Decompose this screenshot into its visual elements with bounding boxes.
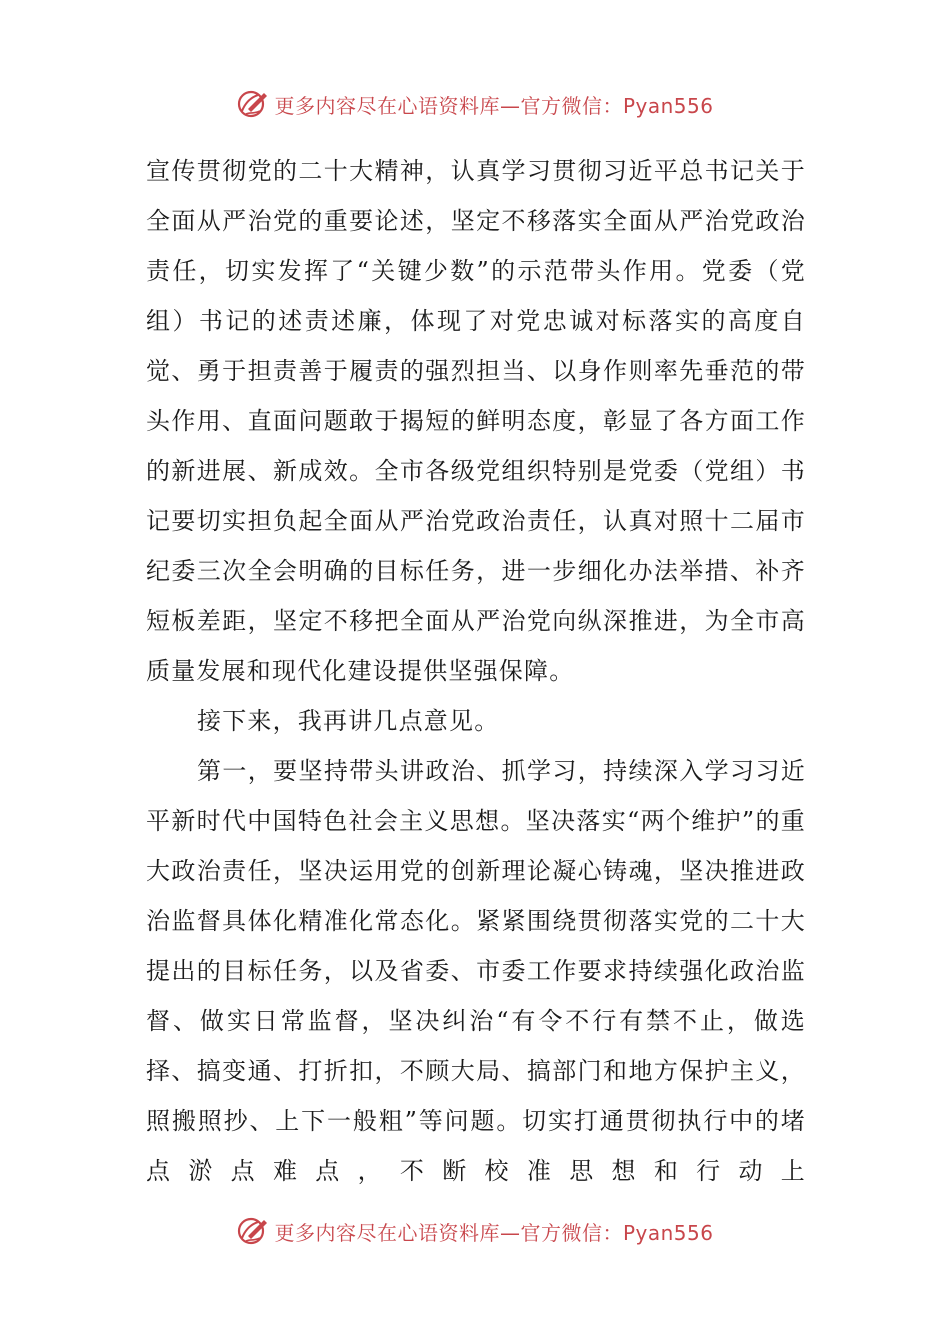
paragraph-2: 接下来，我再讲几点意见。: [197, 707, 500, 735]
pen-signature-icon: [236, 1214, 270, 1248]
banner-text: 更多内容尽在心语资料库—官方微信：Pyan556: [274, 1220, 714, 1245]
document-body: [146, 146, 806, 1196]
pen-signature-icon: [236, 87, 270, 121]
paragraph-3: 第一，要坚持带头讲政治、抓学习，持续深入学习习近平新时代中国特色社会主义思想。坚决落实“两个维护”的重大政治责任，坚决运用党的创新理论凝心铸魂，坚决推进政治监督具体化精准化常态化。紧紧围绕贯彻落实党的二十大提出的目标任务，以及省委、市委工作要求持续强化政治监督、做实日常监督，坚决纠治“有令不行有禁不止，做选择、搞变通、打折扣，不顾大局、搞部门和地方保护主义，照搬照抄、上下一般粗”等问题。切实打通贯彻执行中的堵点淤点难点，不断校准思想和行动上: [146, 757, 806, 1185]
footer-watermark-banner: [0, 1211, 950, 1251]
paragraph-1: 宣传贯彻党的二十大精神，认真学习贯彻习近平总书记关于全面从严治党的重要论述，坚定不移落实全面从严治党政治责任，切实发挥了“关键少数”的示范带头作用。党委（党组）书记的述责述廉，体现了对党忠诚对标落实的高度自觉、勇于担责善于履责的强烈担当、以身作则率先垂范的带头作用、直面问题敢于揭短的鲜明态度，彰显了各方面工作的新进展、新成效。全市各级党组织特别是党委（党组）书记要切实担负起全面从严治党政治责任，认真对照十二届市纪委三次全会明确的目标任务，进一步细化办法举措、补齐短板差距，坚定不移把全面从严治党向纵深推进，为全市高质量发展和现代化建设提供坚强保障。: [146, 157, 806, 685]
header-watermark-banner: [0, 84, 950, 124]
banner-text: 更多内容尽在心语资料库—官方微信：Pyan556: [274, 93, 714, 118]
